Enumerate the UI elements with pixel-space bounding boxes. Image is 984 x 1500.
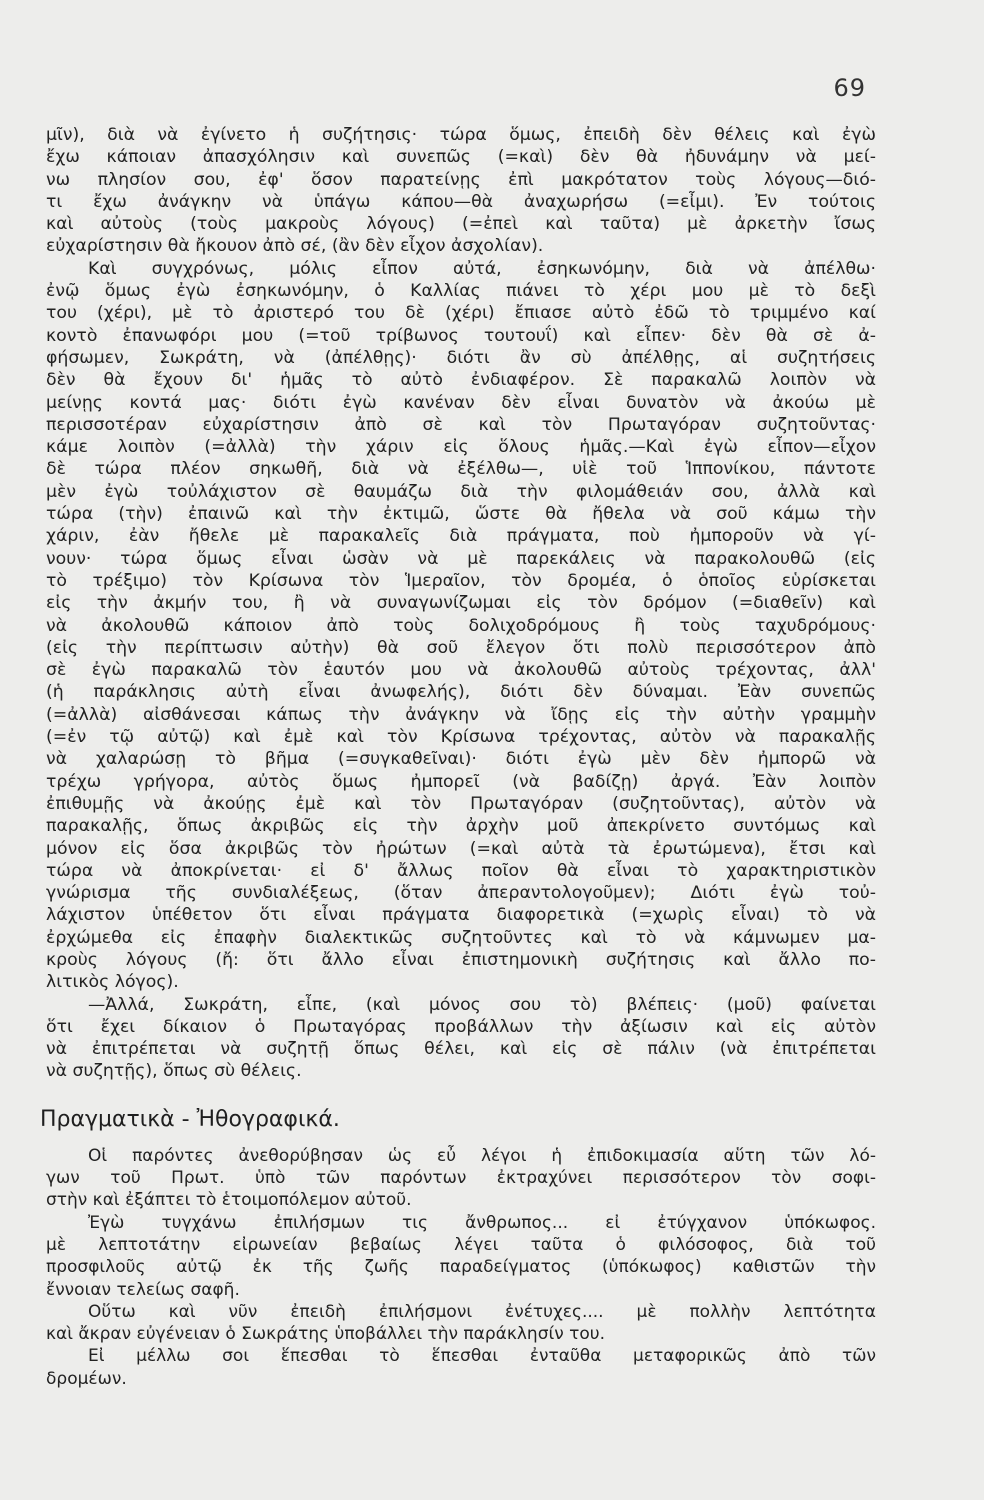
section-heading: Πραγματικὰ - Ἠθογραφικά. — [40, 1106, 340, 1132]
text-line: νὰ συζητῇς), ὅπως σὺ θέλεις. — [46, 1061, 302, 1082]
text-line: καὶ αὐτοὺς (τοὺς μακροὺς λόγους) (=ἐπεὶ καὶ ταῦτα) μὲ ἀρκετὴν ἴσως — [46, 214, 876, 235]
text-line: νω πλησίον σου, ἐφ' ὅσον παρατείνῃς ἐπὶ μακρότατον τοὺς λόγους—διό- — [46, 169, 876, 190]
note-line: προσφιλοῦς αὐτῷ ἐκ τῆς ζωῆς παραδείγματος (ὑπόκωφος) καθιστῶν τὴν — [46, 1257, 876, 1278]
text-line: τώρα νὰ ἀποκρίνεται· εἰ δ' ἄλλως ποῖον θὰ εἶναι τὸ χαρακτηριστικὸν — [46, 860, 876, 881]
text-line: κοντὸ ἐπανωφόρι μου (=τοῦ τρίβωνος τουτουΐ) καὶ εἶπεν· δὲν θὰ σὲ ἀ- — [46, 325, 876, 346]
text-line: ὅτι ἔχει δίκαιον ὁ Πρωταγόρας προβάλλων τὴν ἀξίωσιν καὶ εἰς αὐτὸν — [46, 1016, 876, 1037]
text-line: γνώρισμα τῆς συνδιαλέξεως, (ὅταν ἀπεραντολογοῦμεν); Διότι ἐγὼ τοὐ- — [46, 883, 876, 904]
note-line: Ἐγὼ τυγχάνω ἐπιλήσμων τις ἄνθρωπος... εἰ ἐτύγχανον ὑπόκωφος. — [88, 1212, 876, 1233]
text-line: (ἡ παράκλησις αὐτὴ εἶναι ἀνωφελής), διότι δὲν δύναμαι. Ἐὰν συνεπῶς — [46, 682, 876, 703]
page-body — [40, 124, 876, 1390]
text-line: κάμε λοιπὸν (=ἀλλὰ) τὴν χάριν εἰς ὅλους ἡμᾶς.—Καὶ ἐγὼ εἶπον—εἶχον — [46, 437, 876, 458]
note-line: στὴν καὶ ἐξάπτει τὸ ἑτοιμοπόλεμον αὐτοῦ. — [46, 1190, 412, 1211]
text-line: δὲν θὰ ἔχουν δι' ἡμᾶς τὸ αὐτὸ ἐνδιαφέρον. Σὲ παρακαλῶ λοιπὸν νὰ — [46, 370, 876, 391]
note-line: μὲ λεπτοτάτην εἰρωνείαν βεβαίως λέγει ταῦτα ὁ φιλόσοφος, διὰ τοῦ — [46, 1234, 876, 1255]
text-line: νὰ χαλαρώσῃ τὸ βῆμα (=συγκαθεῖναι)· διότι ἐγὼ μὲν δὲν ἠμπορῶ νὰ — [46, 749, 876, 770]
note-line: δρομέων. — [46, 1368, 127, 1389]
text-line: λάχιστον ὑπέθετον ὅτι εἶναι πράγματα διαφορετικὰ (=χωρὶς εἶναι) τὸ νὰ — [46, 905, 876, 926]
text-line: μείνῃς κοντά μας· διότι ἐγὼ κανέναν δὲν εἶναι δυνατὸν νὰ ἀκούω μὲ — [46, 392, 876, 413]
text-line: μὲν ἐγὼ τοὐλάχιστον σὲ θαυμάζω διὰ τὴν φιλομάθειάν σου, ἀλλὰ καὶ — [46, 481, 876, 502]
text-line: σὲ ἐγὼ παρακαλῶ τὸν ἑαυτόν μου νὰ ἀκολουθῶ αὐτοὺς τρέχοντας, ἀλλ' — [46, 660, 876, 681]
text-line: ἐνῷ ὅμως ἐγὼ ἐσηκωνόμην, ὁ Καλλίας πιάνει τὸ χέρι μου μὲ τὸ δεξὶ — [46, 281, 876, 302]
note-line: καὶ ἄκραν εὐγένειαν ὁ Σωκράτης ὑποβάλλει τὴν παράκλησίν του. — [46, 1324, 606, 1345]
text-line: του (χέρι), μὲ τὸ ἀριστερό του δὲ (χέρι) ἔπιασε αὐτὸ ἐδῶ τὸ τριμμένο καί — [46, 303, 876, 324]
text-line: Καὶ συγχρόνως, μόλις εἶπον αὐτά, ἐσηκωνόμην, διὰ νὰ ἀπέλθω· — [88, 258, 876, 279]
text-line: μῖν), διὰ νὰ ἐγίνετο ἡ συζήτησις· τώρα ὅμως, ἐπειδὴ δὲν θέλεις καὶ ἐγὼ — [46, 125, 876, 145]
section-gap — [46, 1083, 876, 1097]
text-line: εἰς τὴν ἀκμήν του, ἢ νὰ συναγωνίζωμαι εἰς τὸν δρόμον (=διαθεῖν) καὶ — [46, 593, 876, 614]
text-line: φήσωμεν, Σωκράτη, νὰ (ἀπέλθῃς)· διότι ἂν σὺ ἀπέλθῃς, αἱ συζητήσεις — [46, 347, 876, 368]
text-line: τώρα (τὴν) ἐπαινῶ καὶ τὴν ἐκτιμῶ, ὥστε θὰ ἤθελα νὰ σοῦ κάμω τὴν — [46, 504, 876, 525]
text-line: νὰ ἀκολουθῶ κάποιον ἀπὸ τοὺς δολιχοδρόμους ἢ τοὺς ταχυδρόμους· — [46, 615, 876, 636]
text-line: νὰ ἐπιτρέπεται νὰ συζητῇ ὅπως θέλει, καὶ εἰς σὲ πάλιν (νὰ ἐπιτρέπεται — [46, 1039, 876, 1060]
text-line: παρακαλῇς, ὅπως ἀκριβῶς εἰς τὴν ἀρχὴν μοῦ ἀπεκρίνετο συντόμως καὶ — [46, 816, 876, 837]
text-line: τρέχω γρήγορα, αὐτὸς ὅμως ἠμπορεῖ (νὰ βαδίζῃ) ἀργά. Ἐὰν λοιπὸν — [46, 771, 876, 792]
note-line: γων τοῦ Πρωτ. ὑπὸ τῶν παρόντων ἐκτραχύνει περισσότερον τὸν σοφι- — [46, 1168, 876, 1189]
text-line: (=ἐν τῷ αὐτῷ) καὶ ἐμὲ καὶ τὸν Κρίσωνα τρέχοντας, αὐτὸν νὰ παρακαλῇς — [46, 727, 876, 748]
text-line: νουν· τώρα ὅμως εἶναι ὡσὰν νὰ μὲ παρεκάλεις νὰ παρακολουθῶ (εἰς — [46, 548, 876, 569]
text-line: χάριν, ἐὰν ἤθελε μὲ παρακαλεῖς διὰ πράγματα, ποὺ ἠμποροῦν νὰ γί- — [46, 526, 876, 547]
page-number: 69 — [833, 74, 866, 102]
text-line: λιτικὸς λόγος). — [46, 972, 179, 993]
note-line: Οἱ παρόντες ἀνεθορύβησαν ὡς εὖ λέγοι ἡ ἐπιδοκιμασία αὕτη τῶν λό- — [88, 1145, 876, 1166]
note-line: Οὕτω καὶ νῦν ἐπειδὴ ἐπιλήσμονι ἐνέτυχες.... μὲ πολλὴν λεπτότητα — [88, 1301, 876, 1322]
text-line: κροὺς λόγους (ἤ: ὅτι ἄλλο εἶναι ἐπιστημονικὴ συζήτησις καὶ ἄλλο πο- — [46, 949, 876, 970]
text-line: (εἰς τὴν περίπτωσιν αὐτὴν) θὰ σοῦ ἔλεγον ὅτι πολὺ περισσότερον ἀπὸ — [46, 637, 876, 658]
text-line: δὲ τώρα πλέον σηκωθῆ, διὰ νὰ ἐξέλθω—, υἱὲ τοῦ Ἱππονίκου, πάντοτε — [46, 459, 876, 480]
text-line: περισσοτέραν εὐχαρίστησιν ἀπὸ σὲ καὶ τὸν Πρωταγόραν συζητοῦντας· — [46, 414, 876, 435]
text-line: ἔχω κάποιαν ἀπασχόλησιν καὶ συνεπῶς (=καὶ) δὲν θὰ ἠδυνάμην νὰ μεί- — [46, 147, 876, 168]
text-line: —Ἀλλά, Σωκράτη, εἶπε, (καὶ μόνος σου τὸ) βλέπεις· (μοῦ) φαίνεται — [88, 994, 876, 1015]
text-line: ἐρχώμεθα εἰς ἐπαφὴν διαλεκτικῶς συζητοῦντες καὶ τὸ νὰ κάμνωμεν μα- — [46, 927, 876, 948]
dialogue-paragraphs — [46, 124, 876, 1083]
text-line: εὐχαρίστησιν θὰ ἤκουον ἀπὸ σέ, (ἂν δὲν εἶχον ἀσχολίαν). — [46, 236, 544, 257]
text-line: ἐπιθυμῇς νὰ ἀκούῃς ἐμὲ καὶ τὸν Πρωταγόραν (συζητοῦντας), αὐτὸν νὰ — [46, 793, 876, 814]
text-line: (=ἀλλὰ) αἰσθάνεσαι κάπως τὴν ἀνάγκην νὰ ἴδῃς εἰς τὴν αὐτὴν γραμμὴν — [46, 704, 876, 725]
text-line: μόνον εἰς ὅσα ἀκριβῶς τὸν ἠρώτων (=καὶ αὐτὰ τὰ ἐρωτώμενα), ἔτσι καὶ — [46, 838, 876, 859]
commentary-notes — [46, 1145, 876, 1390]
note-line: ἔννοιαν τελείως σαφῆ. — [46, 1279, 240, 1300]
text-line: τὸ τρέξιμο) τὸν Κρίσωνα τὸν Ἱμεραῖον, τὸν δρομέα, ὁ ὁποῖος εὑρίσκεται — [46, 570, 876, 591]
note-line: Εἰ μέλλω σοι ἕπεσθαι τὸ ἕπεσθαι ἐνταῦθα μεταφορικῶς ἀπὸ τῶν — [88, 1346, 876, 1367]
text-line: τι ἔχω ἀνάγκην νὰ ὑπάγω κάπου—θὰ ἀναχωρήσω (=εἶμι). Ἐν τούτοις — [46, 191, 876, 212]
